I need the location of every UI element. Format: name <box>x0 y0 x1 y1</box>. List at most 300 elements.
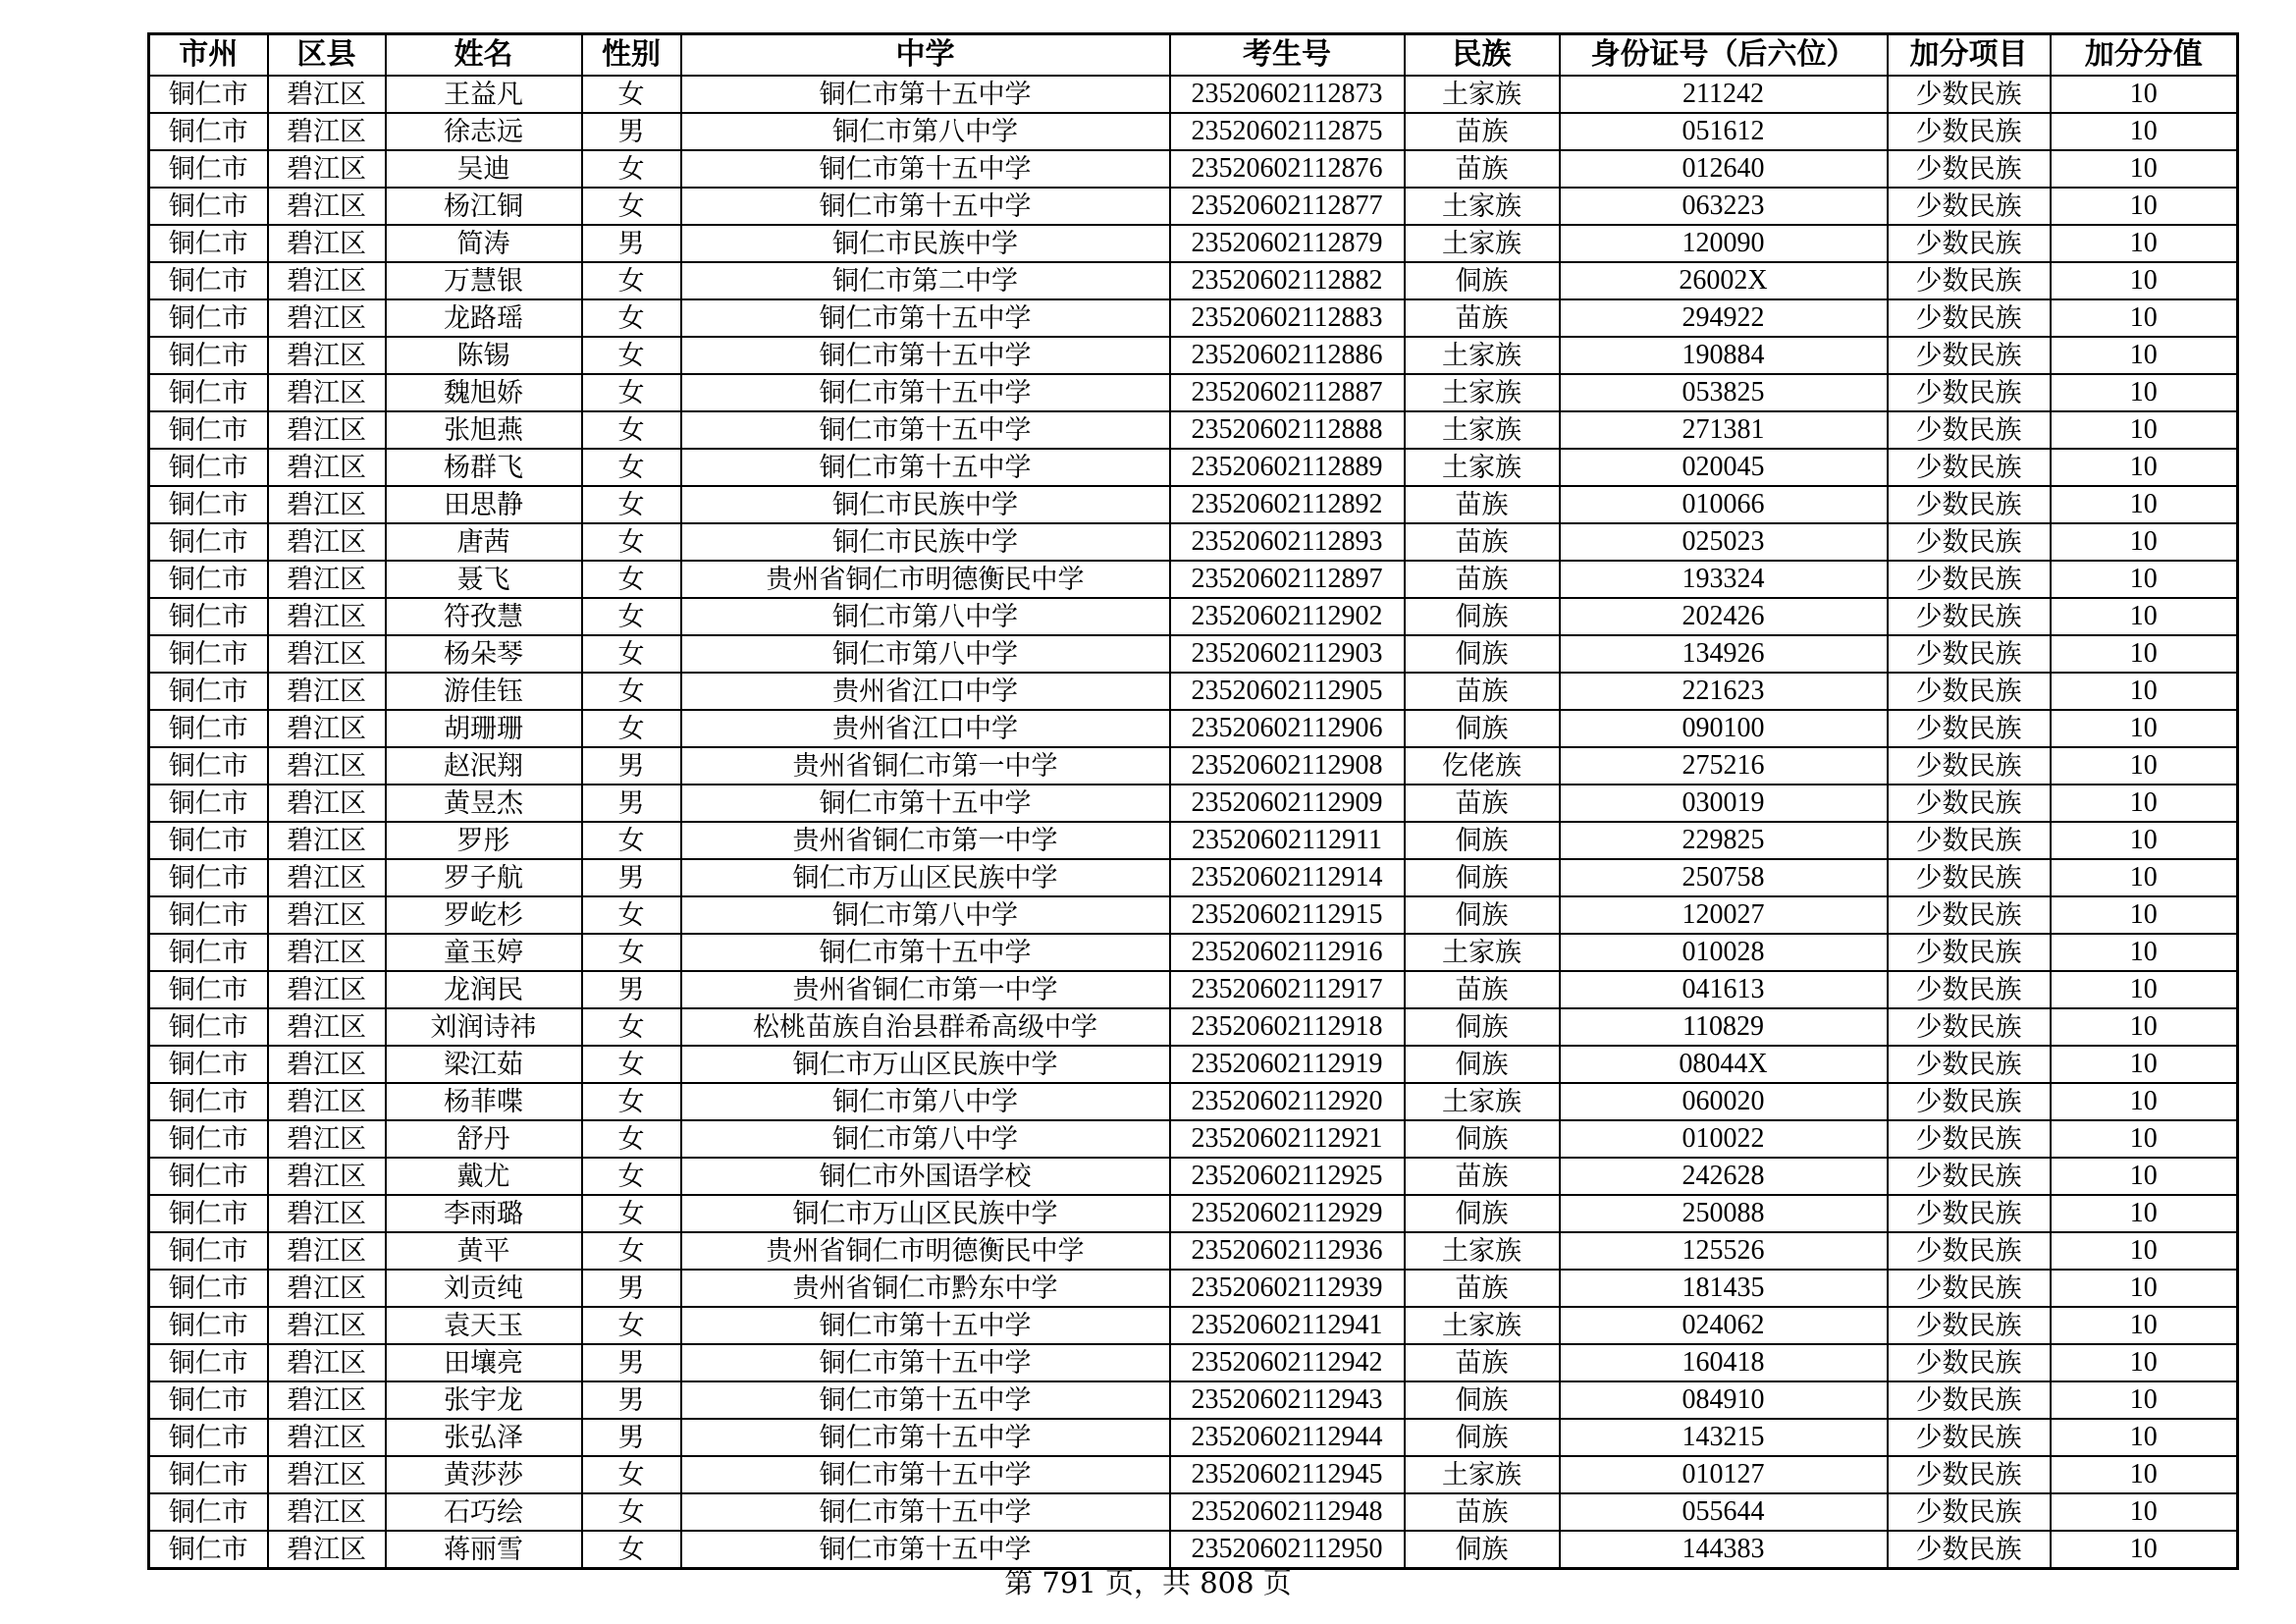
header-row <box>149 34 2238 77</box>
cell-gender: 女 <box>582 561 681 598</box>
cell-exam-number: 23520602112917 <box>1170 971 1405 1008</box>
cell-id-last-six: 250088 <box>1560 1195 1888 1232</box>
cell-id-last-six: 024062 <box>1560 1307 1888 1344</box>
cell-id-last-six: 010022 <box>1560 1120 1888 1158</box>
cell-district: 碧江区 <box>268 1456 386 1493</box>
cell-city: 铜仁市 <box>149 934 268 971</box>
cell-district: 碧江区 <box>268 76 386 113</box>
cell-city: 铜仁市 <box>149 225 268 262</box>
cell-name: 田壤亮 <box>386 1344 582 1381</box>
table-row <box>149 76 2238 113</box>
cell-ethnicity: 土家族 <box>1405 1232 1560 1270</box>
cell-ethnicity: 苗族 <box>1405 971 1560 1008</box>
cell-school: 铜仁市第十五中学 <box>681 1344 1170 1381</box>
cell-bonus-value: 10 <box>2051 449 2238 486</box>
cell-school: 贵州省铜仁市第一中学 <box>681 971 1170 1008</box>
cell-bonus-item: 少数民族 <box>1888 1232 2051 1270</box>
cell-bonus-value: 10 <box>2051 262 2238 299</box>
cell-name: 刘贡纯 <box>386 1270 582 1307</box>
cell-gender: 男 <box>582 1381 681 1419</box>
cell-gender: 女 <box>582 374 681 411</box>
cell-school: 贵州省江口中学 <box>681 673 1170 710</box>
cell-ethnicity: 土家族 <box>1405 225 1560 262</box>
cell-district: 碧江区 <box>268 299 386 337</box>
cell-bonus-value: 10 <box>2051 1195 2238 1232</box>
cell-exam-number: 23520602112919 <box>1170 1046 1405 1083</box>
cell-name: 刘润诗祎 <box>386 1008 582 1046</box>
cell-bonus-item: 少数民族 <box>1888 1344 2051 1381</box>
cell-exam-number: 23520602112929 <box>1170 1195 1405 1232</box>
cell-id-last-six: 010066 <box>1560 486 1888 523</box>
cell-ethnicity: 苗族 <box>1405 486 1560 523</box>
cell-city: 铜仁市 <box>149 1493 268 1531</box>
cell-name: 魏旭娇 <box>386 374 582 411</box>
cell-bonus-item: 少数民族 <box>1888 1456 2051 1493</box>
cell-gender: 女 <box>582 1456 681 1493</box>
cell-bonus-value: 10 <box>2051 486 2238 523</box>
cell-school: 铜仁市第十五中学 <box>681 1531 1170 1569</box>
table-row <box>149 747 2238 785</box>
cell-exam-number: 23520602112875 <box>1170 113 1405 150</box>
cell-id-last-six: 120027 <box>1560 896 1888 934</box>
cell-school: 铜仁市第十五中学 <box>681 411 1170 449</box>
cell-ethnicity: 土家族 <box>1405 411 1560 449</box>
cell-name: 简涛 <box>386 225 582 262</box>
header-gender: 性别 <box>582 34 681 77</box>
cell-city: 铜仁市 <box>149 188 268 225</box>
cell-ethnicity: 苗族 <box>1405 561 1560 598</box>
cell-exam-number: 23520602112925 <box>1170 1158 1405 1195</box>
cell-district: 碧江区 <box>268 486 386 523</box>
table-row <box>149 859 2238 896</box>
cell-bonus-item: 少数民族 <box>1888 896 2051 934</box>
cell-school: 铜仁市第八中学 <box>681 598 1170 635</box>
cell-school: 铜仁市万山区民族中学 <box>681 859 1170 896</box>
cell-bonus-item: 少数民族 <box>1888 449 2051 486</box>
cell-bonus-item: 少数民族 <box>1888 486 2051 523</box>
cell-exam-number: 23520602112909 <box>1170 785 1405 822</box>
cell-gender: 男 <box>582 1270 681 1307</box>
table-row <box>149 150 2238 188</box>
cell-bonus-item: 少数民族 <box>1888 1120 2051 1158</box>
cell-bonus-value: 10 <box>2051 859 2238 896</box>
cell-bonus-value: 10 <box>2051 896 2238 934</box>
cell-name: 吴迪 <box>386 150 582 188</box>
cell-district: 碧江区 <box>268 150 386 188</box>
cell-name: 张旭燕 <box>386 411 582 449</box>
cell-ethnicity: 苗族 <box>1405 150 1560 188</box>
cell-name: 张宇龙 <box>386 1381 582 1419</box>
cell-gender: 女 <box>582 1531 681 1569</box>
cell-name: 李雨璐 <box>386 1195 582 1232</box>
cell-name: 胡珊珊 <box>386 710 582 747</box>
cell-name: 张弘泽 <box>386 1419 582 1456</box>
cell-ethnicity: 土家族 <box>1405 1083 1560 1120</box>
cell-id-last-six: 202426 <box>1560 598 1888 635</box>
cell-id-last-six: 144383 <box>1560 1531 1888 1569</box>
cell-exam-number: 23520602112942 <box>1170 1344 1405 1381</box>
cell-district: 碧江区 <box>268 411 386 449</box>
cell-bonus-item: 少数民族 <box>1888 635 2051 673</box>
cell-district: 碧江区 <box>268 1270 386 1307</box>
cell-name: 杨群飞 <box>386 449 582 486</box>
cell-id-last-six: 041613 <box>1560 971 1888 1008</box>
cell-exam-number: 23520602112893 <box>1170 523 1405 561</box>
cell-school: 铜仁市第十五中学 <box>681 299 1170 337</box>
cell-school: 贵州省铜仁市明德衡民中学 <box>681 1232 1170 1270</box>
cell-district: 碧江区 <box>268 1344 386 1381</box>
cell-id-last-six: 084910 <box>1560 1381 1888 1419</box>
cell-bonus-item: 少数民族 <box>1888 76 2051 113</box>
cell-name: 蒋丽雪 <box>386 1531 582 1569</box>
cell-bonus-item: 少数民族 <box>1888 598 2051 635</box>
cell-city: 铜仁市 <box>149 635 268 673</box>
cell-gender: 女 <box>582 1008 681 1046</box>
cell-city: 铜仁市 <box>149 673 268 710</box>
cell-city: 铜仁市 <box>149 1531 268 1569</box>
cell-ethnicity: 侗族 <box>1405 710 1560 747</box>
cell-school: 铜仁市第十五中学 <box>681 76 1170 113</box>
cell-gender: 男 <box>582 971 681 1008</box>
cell-id-last-six: 125526 <box>1560 1232 1888 1270</box>
cell-school: 铜仁市第十五中学 <box>681 1419 1170 1456</box>
cell-exam-number: 23520602112941 <box>1170 1307 1405 1344</box>
cell-exam-number: 23520602112921 <box>1170 1120 1405 1158</box>
cell-bonus-value: 10 <box>2051 1344 2238 1381</box>
table-row <box>149 188 2238 225</box>
cell-ethnicity: 侗族 <box>1405 859 1560 896</box>
cell-ethnicity: 土家族 <box>1405 1456 1560 1493</box>
table-row <box>149 523 2238 561</box>
cell-district: 碧江区 <box>268 337 386 374</box>
cell-name: 龙润民 <box>386 971 582 1008</box>
cell-exam-number: 23520602112908 <box>1170 747 1405 785</box>
cell-bonus-value: 10 <box>2051 523 2238 561</box>
cell-name: 游佳钰 <box>386 673 582 710</box>
cell-city: 铜仁市 <box>149 113 268 150</box>
cell-school: 铜仁市第十五中学 <box>681 1307 1170 1344</box>
cell-id-last-six: 020045 <box>1560 449 1888 486</box>
cell-district: 碧江区 <box>268 1531 386 1569</box>
cell-school: 铜仁市第十五中学 <box>681 934 1170 971</box>
cell-gender: 女 <box>582 1046 681 1083</box>
cell-bonus-value: 10 <box>2051 785 2238 822</box>
cell-bonus-item: 少数民族 <box>1888 934 2051 971</box>
cell-bonus-item: 少数民族 <box>1888 785 2051 822</box>
cell-ethnicity: 苗族 <box>1405 1493 1560 1531</box>
table-row <box>149 934 2238 971</box>
cell-bonus-value: 10 <box>2051 1307 2238 1344</box>
cell-exam-number: 23520602112877 <box>1170 188 1405 225</box>
cell-gender: 女 <box>582 1158 681 1195</box>
cell-exam-number: 23520602112916 <box>1170 934 1405 971</box>
table-row <box>149 299 2238 337</box>
cell-school: 铜仁市第二中学 <box>681 262 1170 299</box>
cell-id-last-six: 010028 <box>1560 934 1888 971</box>
table-row <box>149 1158 2238 1195</box>
cell-gender: 女 <box>582 673 681 710</box>
cell-city: 铜仁市 <box>149 523 268 561</box>
cell-city: 铜仁市 <box>149 598 268 635</box>
cell-school: 铜仁市万山区民族中学 <box>681 1195 1170 1232</box>
cell-bonus-value: 10 <box>2051 1531 2238 1569</box>
cell-gender: 女 <box>582 635 681 673</box>
cell-bonus-value: 10 <box>2051 822 2238 859</box>
header-id-last-six: 身份证号（后六位） <box>1560 34 1888 77</box>
cell-school: 贵州省江口中学 <box>681 710 1170 747</box>
cell-exam-number: 23520602112936 <box>1170 1232 1405 1270</box>
cell-city: 铜仁市 <box>149 411 268 449</box>
cell-ethnicity: 苗族 <box>1405 1344 1560 1381</box>
cell-exam-number: 23520602112918 <box>1170 1008 1405 1046</box>
cell-id-last-six: 030019 <box>1560 785 1888 822</box>
cell-ethnicity: 苗族 <box>1405 1158 1560 1195</box>
cell-gender: 女 <box>582 262 681 299</box>
cell-gender: 男 <box>582 859 681 896</box>
cell-exam-number: 23520602112889 <box>1170 449 1405 486</box>
cell-id-last-six: 229825 <box>1560 822 1888 859</box>
cell-school: 铜仁市第十五中学 <box>681 449 1170 486</box>
cell-id-last-six: 271381 <box>1560 411 1888 449</box>
cell-name: 符孜慧 <box>386 598 582 635</box>
cell-id-last-six: 160418 <box>1560 1344 1888 1381</box>
table-row <box>149 598 2238 635</box>
cell-id-last-six: 055644 <box>1560 1493 1888 1531</box>
cell-bonus-item: 少数民族 <box>1888 411 2051 449</box>
cell-name: 黄平 <box>386 1232 582 1270</box>
cell-city: 铜仁市 <box>149 747 268 785</box>
cell-district: 碧江区 <box>268 1195 386 1232</box>
cell-city: 铜仁市 <box>149 1158 268 1195</box>
table-row <box>149 225 2238 262</box>
cell-district: 碧江区 <box>268 1008 386 1046</box>
cell-bonus-value: 10 <box>2051 1158 2238 1195</box>
cell-bonus-value: 10 <box>2051 635 2238 673</box>
cell-exam-number: 23520602112882 <box>1170 262 1405 299</box>
cell-name: 罗子航 <box>386 859 582 896</box>
cell-gender: 女 <box>582 896 681 934</box>
cell-exam-number: 23520602112905 <box>1170 673 1405 710</box>
cell-bonus-value: 10 <box>2051 374 2238 411</box>
cell-ethnicity: 土家族 <box>1405 76 1560 113</box>
cell-city: 铜仁市 <box>149 486 268 523</box>
cell-ethnicity: 侗族 <box>1405 262 1560 299</box>
cell-bonus-item: 少数民族 <box>1888 1008 2051 1046</box>
cell-bonus-value: 10 <box>2051 710 2238 747</box>
header-exam-number: 考生号 <box>1170 34 1405 77</box>
cell-bonus-item: 少数民族 <box>1888 262 2051 299</box>
cell-bonus-value: 10 <box>2051 1120 2238 1158</box>
cell-city: 铜仁市 <box>149 299 268 337</box>
cell-id-last-six: 08044X <box>1560 1046 1888 1083</box>
cell-gender: 男 <box>582 1344 681 1381</box>
cell-id-last-six: 193324 <box>1560 561 1888 598</box>
cell-bonus-item: 少数民族 <box>1888 225 2051 262</box>
cell-id-last-six: 012640 <box>1560 150 1888 188</box>
cell-city: 铜仁市 <box>149 859 268 896</box>
header-school: 中学 <box>681 34 1170 77</box>
cell-exam-number: 23520602112887 <box>1170 374 1405 411</box>
cell-school: 铜仁市第十五中学 <box>681 150 1170 188</box>
cell-ethnicity: 侗族 <box>1405 1120 1560 1158</box>
table-row <box>149 822 2238 859</box>
cell-name: 黄昱杰 <box>386 785 582 822</box>
cell-city: 铜仁市 <box>149 785 268 822</box>
cell-ethnicity: 侗族 <box>1405 635 1560 673</box>
header-name: 姓名 <box>386 34 582 77</box>
cell-gender: 女 <box>582 299 681 337</box>
cell-gender: 男 <box>582 113 681 150</box>
cell-exam-number: 23520602112950 <box>1170 1531 1405 1569</box>
cell-city: 铜仁市 <box>149 1232 268 1270</box>
cell-district: 碧江区 <box>268 1046 386 1083</box>
cell-gender: 女 <box>582 1232 681 1270</box>
cell-district: 碧江区 <box>268 262 386 299</box>
cell-bonus-item: 少数民族 <box>1888 299 2051 337</box>
cell-district: 碧江区 <box>268 785 386 822</box>
cell-district: 碧江区 <box>268 1083 386 1120</box>
cell-city: 铜仁市 <box>149 1195 268 1232</box>
cell-school: 铜仁市民族中学 <box>681 225 1170 262</box>
cell-ethnicity: 侗族 <box>1405 1531 1560 1569</box>
cell-city: 铜仁市 <box>149 1120 268 1158</box>
cell-exam-number: 23520602112948 <box>1170 1493 1405 1531</box>
cell-exam-number: 23520602112914 <box>1170 859 1405 896</box>
cell-gender: 女 <box>582 822 681 859</box>
cell-city: 铜仁市 <box>149 1270 268 1307</box>
cell-ethnicity: 土家族 <box>1405 934 1560 971</box>
cell-bonus-value: 10 <box>2051 225 2238 262</box>
table-row <box>149 785 2238 822</box>
table-row <box>149 337 2238 374</box>
table-row <box>149 1381 2238 1419</box>
cell-bonus-value: 10 <box>2051 113 2238 150</box>
cell-ethnicity: 苗族 <box>1405 1270 1560 1307</box>
page-footer: 第 791 页，共 808 页 <box>1004 1566 1292 1599</box>
cell-gender: 女 <box>582 449 681 486</box>
table-row <box>149 1195 2238 1232</box>
cell-id-last-six: 025023 <box>1560 523 1888 561</box>
table-row <box>149 971 2238 1008</box>
cell-district: 碧江区 <box>268 374 386 411</box>
cell-ethnicity: 苗族 <box>1405 785 1560 822</box>
cell-exam-number: 23520602112883 <box>1170 299 1405 337</box>
cell-school: 铜仁市万山区民族中学 <box>681 1046 1170 1083</box>
cell-district: 碧江区 <box>268 188 386 225</box>
cell-name: 聂飞 <box>386 561 582 598</box>
cell-bonus-value: 10 <box>2051 188 2238 225</box>
cell-district: 碧江区 <box>268 1381 386 1419</box>
cell-ethnicity: 侗族 <box>1405 896 1560 934</box>
cell-bonus-item: 少数民族 <box>1888 1381 2051 1419</box>
cell-district: 碧江区 <box>268 673 386 710</box>
cell-bonus-value: 10 <box>2051 1419 2238 1456</box>
cell-bonus-item: 少数民族 <box>1888 1531 2051 1569</box>
cell-city: 铜仁市 <box>149 1456 268 1493</box>
cell-district: 碧江区 <box>268 1419 386 1456</box>
table-row <box>149 1344 2238 1381</box>
cell-district: 碧江区 <box>268 598 386 635</box>
cell-bonus-value: 10 <box>2051 337 2238 374</box>
cell-name: 龙路瑶 <box>386 299 582 337</box>
cell-ethnicity: 土家族 <box>1405 188 1560 225</box>
table-row <box>149 1456 2238 1493</box>
cell-gender: 女 <box>582 411 681 449</box>
table-row <box>149 1419 2238 1456</box>
cell-bonus-value: 10 <box>2051 598 2238 635</box>
cell-bonus-item: 少数民族 <box>1888 822 2051 859</box>
cell-bonus-value: 10 <box>2051 934 2238 971</box>
cell-exam-number: 23520602112911 <box>1170 822 1405 859</box>
table-row <box>149 635 2238 673</box>
bonus-points-table <box>147 32 2239 1570</box>
cell-school: 铜仁市民族中学 <box>681 523 1170 561</box>
cell-city: 铜仁市 <box>149 1344 268 1381</box>
cell-bonus-item: 少数民族 <box>1888 1493 2051 1531</box>
cell-bonus-value: 10 <box>2051 561 2238 598</box>
cell-exam-number: 23520602112945 <box>1170 1456 1405 1493</box>
cell-gender: 男 <box>582 225 681 262</box>
cell-school: 铜仁市第十五中学 <box>681 337 1170 374</box>
cell-ethnicity: 侗族 <box>1405 598 1560 635</box>
cell-city: 铜仁市 <box>149 337 268 374</box>
cell-ethnicity: 侗族 <box>1405 1008 1560 1046</box>
header-ethnicity: 民族 <box>1405 34 1560 77</box>
cell-school: 铜仁市第八中学 <box>681 896 1170 934</box>
cell-id-last-six: 221623 <box>1560 673 1888 710</box>
table-row <box>149 673 2238 710</box>
cell-bonus-value: 10 <box>2051 747 2238 785</box>
cell-district: 碧江区 <box>268 859 386 896</box>
cell-bonus-item: 少数民族 <box>1888 1307 2051 1344</box>
cell-bonus-item: 少数民族 <box>1888 113 2051 150</box>
cell-district: 碧江区 <box>268 747 386 785</box>
cell-school: 松桃苗族自治县群希高级中学 <box>681 1008 1170 1046</box>
cell-city: 铜仁市 <box>149 710 268 747</box>
table-row <box>149 113 2238 150</box>
cell-school: 铜仁市第十五中学 <box>681 1456 1170 1493</box>
cell-id-last-six: 242628 <box>1560 1158 1888 1195</box>
cell-district: 碧江区 <box>268 934 386 971</box>
cell-id-last-six: 010127 <box>1560 1456 1888 1493</box>
cell-bonus-value: 10 <box>2051 150 2238 188</box>
table-row <box>149 1232 2238 1270</box>
cell-gender: 男 <box>582 1419 681 1456</box>
cell-bonus-value: 10 <box>2051 1270 2238 1307</box>
cell-city: 铜仁市 <box>149 76 268 113</box>
cell-district: 碧江区 <box>268 1158 386 1195</box>
cell-school: 铜仁市第十五中学 <box>681 1493 1170 1531</box>
cell-school: 铜仁市第十五中学 <box>681 188 1170 225</box>
cell-exam-number: 23520602112888 <box>1170 411 1405 449</box>
table-row <box>149 1083 2238 1120</box>
cell-gender: 女 <box>582 598 681 635</box>
table-row <box>149 449 2238 486</box>
cell-bonus-value: 10 <box>2051 1232 2238 1270</box>
table-row <box>149 1008 2238 1046</box>
cell-city: 铜仁市 <box>149 896 268 934</box>
cell-id-last-six: 275216 <box>1560 747 1888 785</box>
cell-school: 贵州省铜仁市第一中学 <box>681 822 1170 859</box>
cell-district: 碧江区 <box>268 1232 386 1270</box>
cell-name: 戴尤 <box>386 1158 582 1195</box>
cell-gender: 女 <box>582 150 681 188</box>
cell-bonus-item: 少数民族 <box>1888 374 2051 411</box>
cell-bonus-item: 少数民族 <box>1888 1083 2051 1120</box>
cell-exam-number: 23520602112920 <box>1170 1083 1405 1120</box>
cell-city: 铜仁市 <box>149 1008 268 1046</box>
cell-id-last-six: 143215 <box>1560 1419 1888 1456</box>
